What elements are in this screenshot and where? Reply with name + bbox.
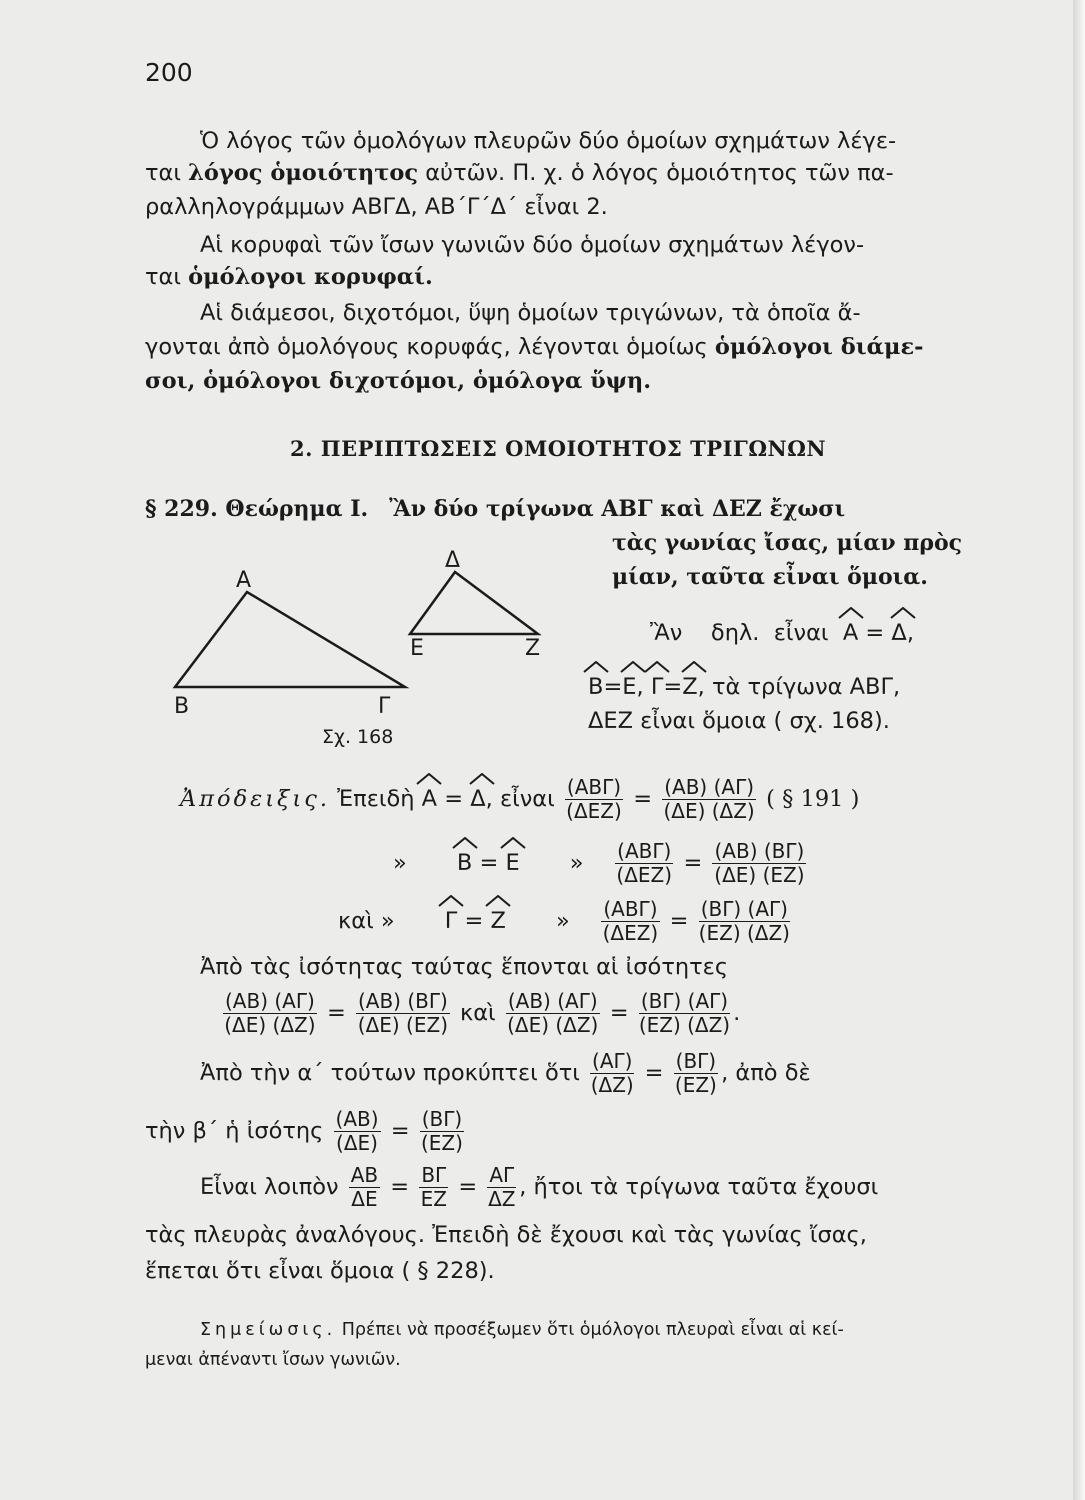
proof-label: Ἀπόδειξις. — [180, 786, 330, 812]
para2-line2: ται ὁμόλογοι κορυφαί. — [145, 264, 433, 290]
bold-term: λόγος ὁμοιότητος — [188, 160, 419, 186]
vertex-d: Δ — [445, 548, 461, 573]
conclusion-line3: ἕπεται ὅτι εἶναι ὅμοια ( § 228). — [145, 1258, 495, 1284]
theorem-line3: μίαν, ταῦτα εἶναι ὅμοια. — [612, 564, 928, 590]
proof-row1: Ἀπόδειξις. Ἐπειδὴ Α = Δ, εἶναι $\frac{\text{(ΑΒΓ)}}{\text{(ΔΕΖ)}}$ = $\frac{(AB) (A\Gamma)}{(\Delta E) (\Delta Z)}$ ( § 191 ) — [180, 775, 860, 823]
para1-line3: ραλληλογράμμων ΑΒΓΔ, ΑΒ΄Γ΄Δ΄ εἶναι 2. — [145, 194, 608, 220]
conclusion-line: Εἶναι λοιπὸν $\frac{AB}{\Delta E}$ = $\frac{B\Gamma}{EZ}$ = $\frac{A\Gamma}{\Delta Z}$ , ἤτοι τὰ τρίγωνα ταῦτα ἔχουσι — [200, 1163, 879, 1211]
hyp-line3: ΔΕΖ εἶναι ὅμοια ( σχ. 168). — [588, 708, 890, 734]
from-b-line: τὴν β΄ ἡ ἰσότης $\frac{(AB)}{(\Delta E)}$ = $\frac{(B\Gamma)}{(EZ)}$ — [145, 1107, 463, 1155]
para1-line1: Ὁ λόγος τῶν ὁμολόγων πλευρῶν δύο ὁμοίων σχημάτων λέγε- — [200, 128, 897, 154]
theorem-line2: τὰς γωνίας ἴσας, μίαν πρὸς — [612, 530, 963, 556]
fraction: $\frac{(AB) (A\Gamma)}{(\Delta E) (\Delta Z)}$ — [663, 775, 755, 823]
para3-line1: Αἱ διάμεσοι, διχοτόμοι, ὕψη ὁμοίων τριγώνων, τὰ ὁποῖα ἄ- — [200, 300, 861, 326]
para3-line2: γονται ἀπὸ ὁμολόγους κορυφάς, λέγονται ὁμοίως ὁμόλογοι διάμε- — [145, 334, 924, 360]
hyp-line1: Ἂν δηλ. εἶναι Α = Δ, — [650, 620, 914, 646]
theorem-statement: Ἂν δύο τρίγωνα ΑΒΓ καὶ ΔΕΖ ἔχωσι — [389, 496, 846, 522]
vertex-g: Γ — [378, 694, 391, 719]
triangle-dez — [410, 572, 538, 634]
note-line1: Σημείωσις. Πρέπει νὰ προσέξωμεν ὅτι ὁμόλογοι πλευραὶ εἶναι αἱ κεί- — [200, 1320, 844, 1340]
equality-line: $\frac{(AB) (A\Gamma)}{(\Delta E) (\Delta Z)}$ = $\frac{(AB) (B\Gamma)}{(\Delta E) (EZ)}$ καὶ $\frac{(AB) (A\Gamma)}{(\Delta E) (\Delta Z)}$ = $\frac{(B\Gamma) (A\Gamma)}{(EZ) (\Delta Z)}$ . — [224, 989, 741, 1037]
para1-line2: ται λόγος ὁμοιότητος αὐτῶν. Π. χ. ὁ λόγος ὁμοιότητος τῶν πα- — [145, 160, 894, 186]
hyp-line2: Β= Ε, Γ= Ζ, τὰ τρίγωνα ΑΒΓ, — [588, 674, 900, 700]
angle-a: Α — [843, 620, 858, 646]
fraction: $\frac{\text{(ΑΒΓ)}}{\text{(ΔΕΖ)}}$ — [616, 839, 673, 887]
theorem-line1 — [145, 496, 845, 522]
figure-caption: Σχ. 168 — [322, 726, 394, 748]
section-heading: 2. ΠΕΡΙΠΤΩΣΕΙΣ ΟΜΟΙΟΤΗΤΟΣ ΤΡΙΓΩΝΩΝ — [290, 436, 827, 461]
page-edge — [1073, 0, 1085, 1500]
para2-line1: Αἱ κορυφαὶ τῶν ἴσων γωνιῶν δύο ὁμοίων σχημάτων λέγον- — [200, 232, 865, 258]
figure-168 — [160, 560, 580, 730]
triangle-abg — [175, 592, 405, 687]
angle-e: Ε, — [622, 674, 643, 700]
vertex-e: E — [410, 636, 424, 661]
angle-b: Β — [588, 674, 603, 700]
fraction: $\frac{\text{(ΑΒΓ)}}{\text{(ΔΕΖ)}}$ — [566, 775, 622, 823]
angle-d: Δ, — [891, 620, 914, 646]
proof-row3: καὶ » Γ = Ζ » $\frac{\text{(ΑΒΓ)}}{\text{(ΔΕΖ)}}$ = $\frac{(B\Gamma) (A\Gamma)}{(EZ) (\Delta Z)}$ — [338, 897, 790, 945]
angle-g: Γ — [651, 674, 664, 700]
angle-z: Ζ, — [682, 674, 705, 700]
proof-row2: » Β = Ε » $\frac{\text{(ΑΒΓ)}}{\text{(ΔΕΖ)}}$ = $\frac{(AB) (B\Gamma)}{(\Delta E) (EZ)}$ — [393, 839, 805, 887]
bold-term: ὁμόλογοι κορυφαί. — [188, 264, 433, 290]
conclusion-line2: τὰς πλευρὰς ἀναλόγους. Ἐπειδὴ δὲ ἔχουσι καὶ τὰς γωνίας ἴσας, — [145, 1222, 867, 1248]
fraction: $\frac{(B\Gamma) (A\Gamma)}{(EZ) (\Delta Z)}$ — [698, 897, 790, 945]
from-a-line: Ἀπὸ τὴν α΄ τούτων προκύπτει ὅτι $\frac{(A\Gamma)}{(\Delta Z)}$ = $\frac{(B\Gamma)}{(EZ)}$ , ἀπὸ δὲ — [200, 1049, 811, 1097]
theorem-label: § 229. Θεώρημα I. — [145, 496, 369, 522]
fraction: $\frac{(AB) (B\Gamma)}{(\Delta E) (EZ)}$ — [714, 839, 805, 887]
bold-term: ὁμόλογοι διάμε- — [714, 334, 924, 360]
vertex-z: Z — [525, 636, 541, 661]
vertex-a: A — [236, 568, 252, 593]
note-line2: μεναι ἀπέναντι ἴσων γωνιῶν. — [145, 1350, 401, 1370]
note-label: Σημείωσις. — [200, 1320, 337, 1340]
fraction: $\frac{\text{(ΑΒΓ)}}{\text{(ΔΕΖ)}}$ — [602, 897, 659, 945]
para3-line3: σοι, ὁμόλογοι διχοτόμοι, ὁμόλογα ὕψη. — [145, 368, 652, 394]
vertex-b: B — [174, 694, 190, 719]
page-number: 200 — [145, 58, 193, 87]
follow-line: Ἀπὸ τὰς ἰσότητας ταύτας ἕπονται αἱ ἰσότητες — [200, 954, 729, 980]
